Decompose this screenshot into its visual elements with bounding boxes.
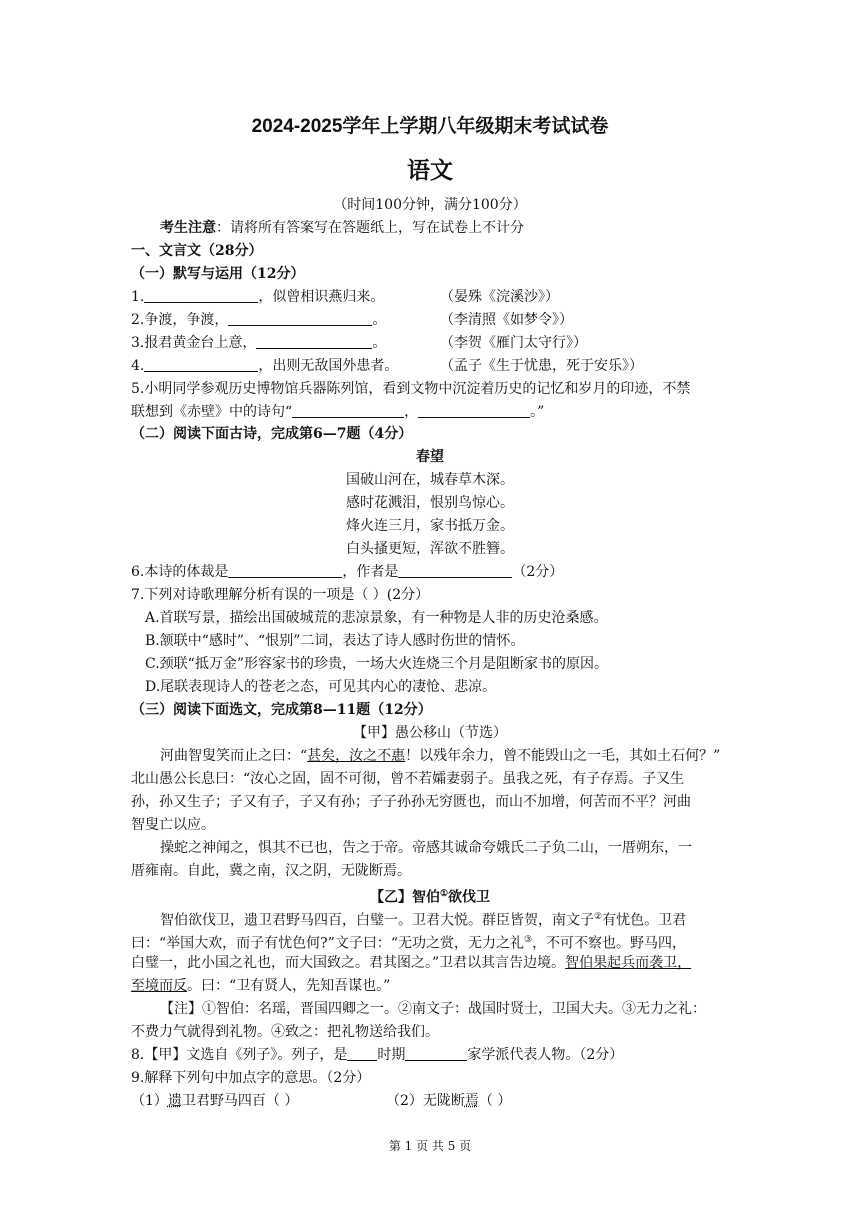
q5-line-2 <box>131 402 544 422</box>
footnote-marker: ① <box>439 889 449 899</box>
jia-line-3: 孙，孙又生子；子又有子，子又有孙；子子孙孙无穷匮也，而山不加增，何苦而不平？河曲 <box>131 794 691 810</box>
dotted-character: 焉 <box>464 1093 479 1109</box>
q4-number: 4. <box>131 358 145 374</box>
q9-item-1 <box>131 1091 298 1111</box>
notice <box>160 218 524 238</box>
question-6 <box>131 562 563 582</box>
q3-answer-blank[interactable] <box>256 333 372 349</box>
q7-option-a: A.首联写景，描绘出国破城荒的悲凉景象，有一种物是人非的历史沧桑感。 <box>145 610 608 626</box>
q5-answer-blank-2[interactable] <box>418 402 530 418</box>
q6-text-2: ，作者是 <box>342 564 399 580</box>
yi-text: 有忧色。卫君 <box>602 912 687 929</box>
yi-text: 曰：“举国大欢，而子有忧色何?”文子曰：“无功之赏，无力之礼 <box>131 935 524 952</box>
q8-text: 家学派代表人物。（2分） <box>467 1047 624 1063</box>
footnote-marker: ③ <box>523 935 533 945</box>
question-8 <box>131 1045 623 1065</box>
poem-line: 烽火连三月，家书抵万金。 <box>346 518 514 534</box>
q3-text: 3.报君黄金台上意， <box>131 335 257 351</box>
passage-yi-title <box>0 884 860 908</box>
jia-line-6: 厝雍南。自此，冀之南，汉之阴，无陇断焉。 <box>131 863 411 879</box>
q8-text: 时期 <box>377 1047 406 1063</box>
note-line-1: 【注】①智伯：名瑶，晋国四卿之一。②南文子：战国时贤士，卫国大夫。③无力之礼： <box>160 1001 706 1017</box>
q5-comma: ， <box>404 404 419 420</box>
question-9: 9.解释下列句中加点字的意思。（2分） <box>131 1070 371 1086</box>
yi-text: 白璧一，此小国之礼也，而大国致之。君其图之。”卫君以其言告边境。 <box>131 955 566 971</box>
dotted-character: 遗 <box>167 1093 182 1109</box>
jia-text: 河曲智叟笑而止之曰：“ <box>160 748 308 764</box>
question-3 <box>131 333 386 353</box>
q7-option-c: C.颈联“抵万金”形容家书的珍贵，一场大火连烧三个月是阻断家书的原因。 <box>145 656 608 672</box>
page-footer: 第 1 页 共 5 页 <box>388 1139 472 1153</box>
q7-option-b: B.颔联中“感时”、“恨别”二词，表达了诗人感时伤世的情怀。 <box>145 633 525 649</box>
q9-item-text: 卫君野马四百（ ） <box>181 1093 299 1109</box>
poem-line: 感时花溅泪，恨别鸟惊心。 <box>346 495 514 511</box>
q5-end: 。” <box>530 404 545 420</box>
q4-text: ，出则无敌国外患者。 <box>258 358 399 374</box>
jia-underlined-sentence: 甚矣，汝之不惠 <box>307 748 406 764</box>
poem-title: 春望 <box>416 449 444 465</box>
yi-underlined-sentence: 智伯果起兵而袭卫， <box>565 955 692 971</box>
section-1-1-heading: （一）默写与运用（12分） <box>131 266 305 282</box>
section-1-2-heading: （二）阅读下面古诗，完成第6—7题（4分） <box>131 426 413 442</box>
q9-item-text: （2）无陇断 <box>386 1093 465 1109</box>
q8-answer-blank-2[interactable] <box>405 1045 467 1061</box>
jia-line-4: 智叟亡以应。 <box>131 817 215 833</box>
jia-line-1 <box>160 746 720 766</box>
q9-item-number: （1） <box>131 1093 168 1109</box>
yi-text: 智伯欲伐卫，遗卫君野马四百，白璧一。卫君大悦。群臣皆贺，南文子 <box>160 912 594 929</box>
question-4 <box>131 356 398 376</box>
q1-number: 1. <box>131 289 145 305</box>
time-info: （时间100分钟，满分100分） <box>333 197 527 213</box>
yi-title-text: 【乙】智伯 <box>369 889 440 906</box>
yi-line-4 <box>131 976 390 996</box>
jia-line-2: 北山愚公长息曰：“汝心之固，固不可彻，曾不若孀妻弱子。虽我之死，有子存焉。子又生 <box>131 771 685 787</box>
q4-answer-blank[interactable] <box>144 356 258 372</box>
jia-line-5: 操蛇之神闻之，惧其不已也，告之于帝。帝感其诚命夸娥氏二子负二山，一厝朔东，一 <box>160 840 692 856</box>
poem-line: 国破山河在，城春草木深。 <box>346 472 514 488</box>
section-1-heading: 一、文言文（28分） <box>131 243 263 259</box>
exam-title: 2024-2025学年上学期八年级期末考试试卷 <box>251 116 609 137</box>
subject-title: 语文 <box>407 157 453 183</box>
q9-item-text: （ ） <box>478 1093 512 1109</box>
q2-source: （李清照《如梦令》） <box>440 312 573 328</box>
q2-end: 。 <box>372 312 387 328</box>
notice-label: 考生注意 <box>160 220 216 236</box>
q1-source: （晏殊《浣溪沙》） <box>440 289 559 305</box>
yi-underlined-sentence: 至境而反 <box>131 978 187 994</box>
yi-line-3 <box>131 953 691 973</box>
q4-source: （孟子《生于忧患，死于安乐》） <box>440 358 643 374</box>
yi-line-1 <box>160 907 686 931</box>
q6-score: （2分） <box>512 564 564 580</box>
yi-line-2 <box>131 930 686 954</box>
yi-text: ，不可不察也。野马四， <box>532 935 687 952</box>
q9-item-2 <box>386 1091 511 1111</box>
q1-answer-blank[interactable] <box>144 287 258 303</box>
question-2 <box>131 310 386 330</box>
q2-answer-blank[interactable] <box>228 310 372 326</box>
section-1-3-heading: （三）阅读下面选文，完成第8—11题（12分） <box>131 702 432 718</box>
passage-jia-title: 【甲】愚公移山（节选） <box>353 725 507 741</box>
q2-text: 2.争渡，争渡， <box>131 312 229 328</box>
yi-title-text: 欲伐卫 <box>448 889 491 906</box>
yi-text: 。曰：“卫有贤人，先知吾谋也。” <box>187 978 391 994</box>
q5-text: 联想到《赤壁》中的诗句“ <box>131 404 293 420</box>
poem-line: 白头搔更短，浑欲不胜簪。 <box>346 541 514 557</box>
q1-text: ，似曾相识燕归来。 <box>258 289 385 305</box>
jia-text: ！以残年余力，曾不能毁山之一毛，其如土石何？” <box>405 748 721 764</box>
q3-source: （李贺《雁门太守行》） <box>440 335 587 351</box>
q3-end: 。 <box>372 335 387 351</box>
footnote-marker: ② <box>594 912 603 922</box>
note-line-2: 不费力气就得到礼物。④致之：把礼物送给我们。 <box>131 1024 439 1040</box>
notice-text: ：请将所有答案写在答题纸上，写在试卷上不计分 <box>216 220 524 236</box>
q6-answer-blank-1[interactable] <box>228 562 342 578</box>
q6-text: 6.本诗的体裁是 <box>131 564 229 580</box>
question-1 <box>131 287 384 307</box>
q7-option-d: D.尾联表现诗人的苍老之态，可见其内心的凄怆、悲凉。 <box>145 679 497 695</box>
question-7: 7.下列对诗歌理解分析有误的一项是（ ）(2分） <box>131 587 430 603</box>
q8-text: 8.【甲】文选自《列子》。列子，是 <box>131 1047 348 1063</box>
q8-answer-blank-1[interactable] <box>347 1045 377 1061</box>
q5-answer-blank-1[interactable] <box>292 402 404 418</box>
q5-line-1: 5.小明同学参观历史博物馆兵器陈列馆，看到文物中沉淀着历史的记忆和岁月的印迹，不禁 <box>131 381 691 397</box>
q6-answer-blank-2[interactable] <box>398 562 512 578</box>
